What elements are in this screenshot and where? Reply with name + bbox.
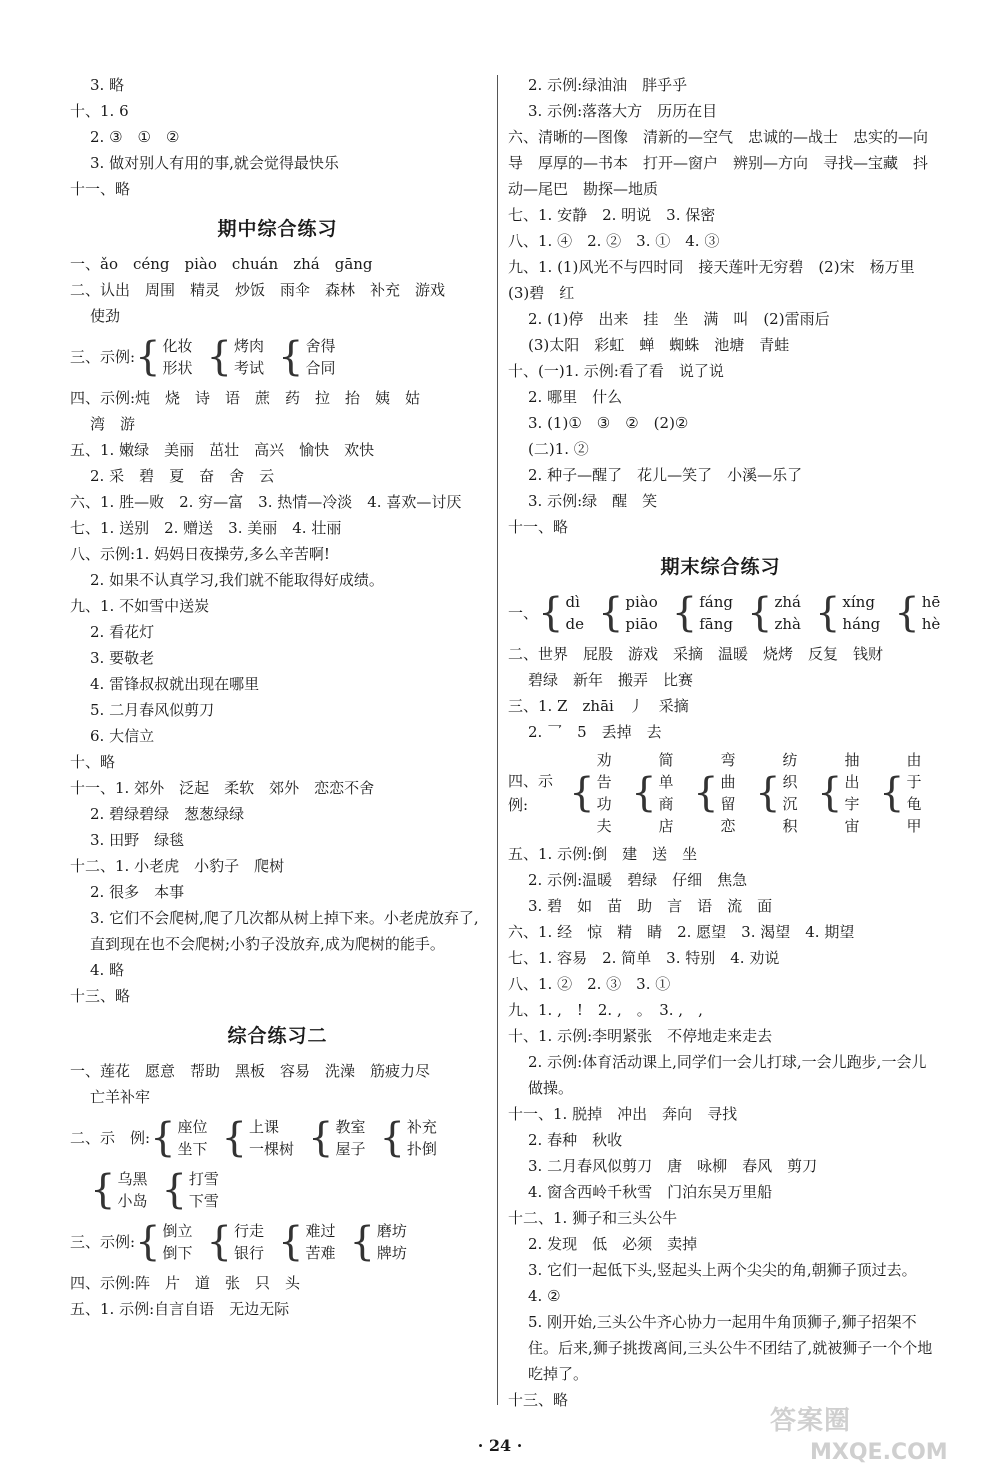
brace-group: { 简单 商店 [631, 749, 685, 837]
brace-answer-row [70, 1114, 485, 1162]
answer-line: 十一、1. 郊外 泛起 柔软 郊外 恋恋不舍 [70, 779, 375, 797]
group-item: 屋子 [335, 1140, 366, 1158]
answer-line: 一、ǎo céng piào chuán zhá gāng [70, 255, 373, 273]
answer-line: 八、1. ④ 2. ② 3. ① 4. ③ [508, 232, 720, 250]
answer-line: 二、世界 屁股 游戏 采摘 温暖 烧烤 反复 钱财 [508, 645, 884, 663]
group-item: dì [565, 593, 580, 611]
group-item: 龟甲 [906, 795, 922, 835]
column-divider [497, 75, 498, 1405]
answer-line: 3. 田野 绿毯 [90, 831, 185, 849]
answer-line: 2. 碧绿碧绿 葱葱绿绿 [90, 805, 245, 823]
brace-group: { 抽出 宇宙 [817, 749, 871, 837]
watermark-url: MXQE.COM [810, 1440, 948, 1465]
answer-line: 十、略 [70, 753, 116, 771]
answer-line: 2. 种子—醒了 花儿—笑了 小溪—乐了 [528, 466, 803, 484]
answer-line: 五、1. 示例:倒 建 送 坐 [508, 845, 698, 863]
group-item: 舍得 [305, 337, 336, 355]
brace-answer-row [70, 1218, 485, 1266]
group-item: 难过 [305, 1222, 336, 1240]
group-item: 由于 [906, 751, 922, 791]
answer-line: 4. 略 [90, 961, 125, 979]
answer-line: 十二、1. 小老虎 小豹子 爬树 [70, 857, 285, 875]
group-item: 小岛 [117, 1192, 148, 1210]
answer-line: 十一、略 [508, 518, 569, 536]
answer-line: 2. 春种 秋收 [528, 1131, 623, 1149]
section-heading: 期末综合练习 [660, 556, 781, 578]
answer-line: 4. ② [528, 1287, 561, 1305]
group-item: fáng [699, 593, 733, 611]
group-item: 牌坊 [376, 1244, 407, 1262]
group-item: 商店 [658, 795, 674, 835]
answer-line: 2. 示例:体育活动课上,同学们一会儿打球,一会儿跑步,一会儿做操。 [528, 1053, 927, 1097]
group-item: hè [921, 615, 941, 633]
group-item: piāo [625, 615, 658, 633]
answer-line: 九、1. , ! 2. , 。 3. , , [508, 1001, 703, 1019]
brace-group: { 上课 一棵树 [221, 1115, 294, 1161]
row-prefix: 一、 [508, 604, 539, 622]
answer-line: 五、1. 嫩绿 美丽 茁壮 高兴 愉快 欢快 [70, 441, 375, 459]
brace-group: { 座位 坐下 [150, 1115, 208, 1161]
answer-line: 四、示例:阵 片 道 张 只 头 [70, 1274, 301, 1292]
group-item: 打雪 [188, 1170, 219, 1188]
left-column [70, 72, 485, 1322]
group-item: 教室 [335, 1118, 366, 1136]
group-item: 磨坊 [376, 1222, 407, 1240]
group-item: 苦难 [305, 1244, 336, 1262]
group-item: 考试 [233, 359, 264, 377]
section-heading: 期中综合练习 [217, 218, 338, 240]
brace-group: { 难过 苦难 [278, 1219, 336, 1265]
answer-line: 一、莲花 愿意 帮助 黑板 容易 洗澡 筋疲力尽 [70, 1062, 431, 1080]
answer-line: 2. 示例:绿油油 胖乎乎 [528, 76, 688, 94]
brace-group: { 打雪 下雪 [161, 1167, 219, 1213]
group-item: zhá [774, 593, 801, 611]
page-number: · 24 · [477, 1436, 523, 1455]
answer-line: 六、1. 经 惊 精 睛 2. 愿望 3. 渴望 4. 期望 [508, 923, 855, 941]
group-item: 宇宙 [844, 795, 860, 835]
brace-group: { 弯曲 留恋 [693, 749, 747, 837]
brace-group: { 补充 扑倒 [379, 1115, 437, 1161]
answer-line: 2. 示例:温暖 碧绿 仔细 焦急 [528, 871, 748, 889]
group-item: 上课 [248, 1118, 279, 1136]
answer-line: 三、1. Z zhāi 丿 采摘 [508, 697, 689, 715]
brace-group: { 教室 屋子 [308, 1115, 366, 1161]
answer-line: 2. 如果不认真学习,我们就不能取得好成绩。 [90, 571, 384, 589]
answer-line: 九、1. (1)风光不与四时同 接天莲叶无穷碧 (2)宋 杨万里 (3)碧 红 [508, 258, 930, 302]
answer-line: 2. ③ ① ② [90, 128, 180, 146]
answer-line: 3. 做对别人有用的事,就会觉得最快乐 [90, 154, 339, 172]
brace-group: { 烤肉 考试 [206, 334, 264, 380]
group-item: 补充 [406, 1118, 437, 1136]
group-item: 化妆 [162, 337, 193, 355]
group-item: 行走 [233, 1222, 264, 1240]
row-prefix: 三、示例: [70, 1233, 136, 1251]
group-item: 劝告 [596, 751, 612, 791]
answer-line: 亡羊补牢 [90, 1088, 151, 1106]
answer-line: 十二、1. 狮子和三头公牛 [508, 1209, 678, 1227]
answer-line: 十三、略 [70, 987, 131, 1005]
group-item: piào [625, 593, 658, 611]
group-item: 下雪 [188, 1192, 219, 1210]
answer-line: 2. 发现 低 必须 卖掉 [528, 1235, 698, 1253]
answer-line: 2. 看花灯 [90, 623, 155, 641]
brace-group: { 舍得 合同 [278, 334, 336, 380]
row-prefix: 二、示 例: [70, 1129, 151, 1147]
group-item: 银行 [233, 1244, 264, 1262]
answer-line: 2. 哪里 什么 [528, 388, 623, 406]
answer-line: 六、1. 胜—败 2. 穷—富 3. 热情—冷淡 4. 喜欢—讨厌 [70, 493, 462, 511]
group-item: 纺织 [782, 751, 798, 791]
answer-line: 四、示例:炖 烧 诗 语 蔗 药 拉 抬 姨 姑 [70, 389, 421, 407]
answer-line: 3. 它们一起低下头,竖起头上两个尖尖的角,朝狮子顶过去。 [528, 1261, 917, 1279]
brace-group: { 倒立 倒下 [135, 1219, 193, 1265]
brace-group: { 乌黑 小岛 [90, 1167, 148, 1213]
group-item: xíng [842, 593, 875, 611]
brace-group: { 劝告 功夫 [569, 749, 623, 837]
group-item: 弯曲 [720, 751, 736, 791]
answer-line: 七、1. 送别 2. 赠送 3. 美丽 4. 壮丽 [70, 519, 342, 537]
group-item: 简单 [658, 751, 674, 791]
answer-line: 2. 采 碧 夏 奋 舍 云 [90, 467, 275, 485]
answer-line: 十一、略 [70, 180, 131, 198]
answer-line: 3. 示例:落落大方 历历在目 [528, 102, 718, 120]
group-item: 合同 [305, 359, 336, 377]
answer-line: 2. 乛 5 丢掉 去 [528, 723, 662, 741]
group-item: zhà [774, 615, 801, 633]
answer-line: 六、清晰的—图像 清新的—空气 忠诚的—战士 忠实的—向导 厚厚的—书本 打开—窗户 辨别—方向 寻找—宝藏 抖动—尾巴 勘探—地质 [508, 128, 929, 198]
brace-answer-row [70, 1166, 485, 1214]
answer-line: 十、1. 6 [70, 102, 129, 120]
answer-line: 十、(一)1. 示例:看了看 说了说 [508, 362, 724, 380]
answer-line: 6. 大信立 [90, 727, 155, 745]
group-item: 扑倒 [406, 1140, 437, 1158]
brace-group: { zhá zhà [747, 590, 801, 636]
answer-line: 七、1. 安静 2. 明说 3. 保密 [508, 206, 716, 224]
group-item: de [565, 615, 584, 633]
group-item: 烤肉 [233, 337, 264, 355]
brace-group: { piào piāo [597, 590, 658, 636]
brace-group: { hē hè [894, 590, 941, 636]
brace-group: { 纺织 沉积 [755, 749, 809, 837]
answer-line: 十三、略 [508, 1391, 569, 1409]
answer-line: (二)1. ② [528, 440, 589, 458]
answer-line: 使劲 [90, 307, 121, 325]
section-heading: 综合练习二 [227, 1025, 328, 1047]
brace-group: { xíng háng [814, 590, 881, 636]
answer-line: 5. 二月春风似剪刀 [90, 701, 215, 719]
answer-line: 3. (1)① ③ ② (2)② [528, 414, 689, 432]
answer-line: 二、认出 周围 精灵 炒饭 雨伞 森林 补充 游戏 [70, 281, 446, 299]
watermark-logo: 答案圈 [770, 1406, 852, 1436]
answer-line: 5. 刚开始,三头公牛齐心协力一起用牛角顶狮子,狮子招架不住。后来,狮子挑拨离间,三头公牛不团结了,就被狮子一个个地吃掉了。 [528, 1313, 933, 1383]
answer-line: 3. 略 [90, 76, 125, 94]
row-prefix: 四、示例: [508, 772, 554, 814]
group-item: 乌黑 [117, 1170, 148, 1188]
brace-answer-row [508, 589, 941, 637]
brace-group: { 由于 龟甲 [879, 749, 933, 837]
answer-line: 2. 很多 本事 [90, 883, 185, 901]
brace-answer-row [508, 749, 933, 837]
answer-line: 九、1. 不如雪中送炭 [70, 597, 210, 615]
group-item: háng [842, 615, 881, 633]
brace-group: { 化妆 形状 [135, 334, 193, 380]
group-item: 一棵树 [248, 1140, 294, 1158]
right-column [508, 72, 941, 1413]
brace-group: { dì de [538, 590, 584, 636]
answer-line: (3)太阳 彩虹 蝉 蜘蛛 池塘 青蛙 [528, 336, 790, 354]
group-item: 坐下 [177, 1140, 208, 1158]
answer-line: 碧绿 新年 搬弄 比赛 [528, 671, 694, 689]
answer-line: 4. 雷锋叔叔就出现在哪里 [90, 675, 260, 693]
answer-line: 五、1. 示例:自言自语 无边无际 [70, 1300, 290, 1318]
answer-line: 3. 它们不会爬树,爬了几次都从树上掉下来。小老虎放弃了,直到现在也不会爬树;小豹子没放弃,成为爬树的能手。 [90, 909, 479, 953]
answer-line: 3. 要敬老 [90, 649, 155, 667]
answer-line: 八、1. ② 2. ③ 3. ① [508, 975, 671, 993]
group-item: 功夫 [596, 795, 612, 835]
row-prefix: 三、示例: [70, 348, 136, 366]
brace-answer-row [70, 333, 485, 381]
brace-group: { 磨坊 牌坊 [349, 1219, 407, 1265]
answer-line: 3. 碧 如 苗 助 言 语 流 面 [528, 897, 773, 915]
answer-line: 八、示例:1. 妈妈日夜操劳,多么辛苦啊! [70, 545, 330, 563]
group-item: fāng [699, 615, 733, 633]
answer-line: 3. 示例:绿 醒 笑 [528, 492, 658, 510]
answer-line: 湾 游 [90, 415, 136, 433]
group-item: 留恋 [720, 795, 736, 835]
answer-line: 十一、1. 脱掉 冲出 奔向 寻找 [508, 1105, 738, 1123]
group-item: 形状 [162, 359, 193, 377]
answer-line: 七、1. 容易 2. 简单 3. 特别 4. 劝说 [508, 949, 780, 967]
group-item: hē [921, 593, 941, 611]
group-item: 倒下 [162, 1244, 193, 1262]
answer-line: 3. 二月春风似剪刀 唐 咏柳 春风 剪刀 [528, 1157, 818, 1175]
brace-group: { fáng fāng [671, 590, 733, 636]
group-item: 座位 [177, 1118, 208, 1136]
group-item: 倒立 [162, 1222, 193, 1240]
answer-line: 十、1. 示例:李明紧张 不停地走来走去 [508, 1027, 773, 1045]
answer-line: 2. (1)停 出来 挂 坐 满 叫 (2)雷雨后 [528, 310, 830, 328]
group-item: 沉积 [782, 795, 798, 835]
answer-line: 4. 窗含西岭千秋雪 门泊东吴万里船 [528, 1183, 773, 1201]
group-item: 抽出 [844, 751, 860, 791]
brace-group: { 行走 银行 [206, 1219, 264, 1265]
